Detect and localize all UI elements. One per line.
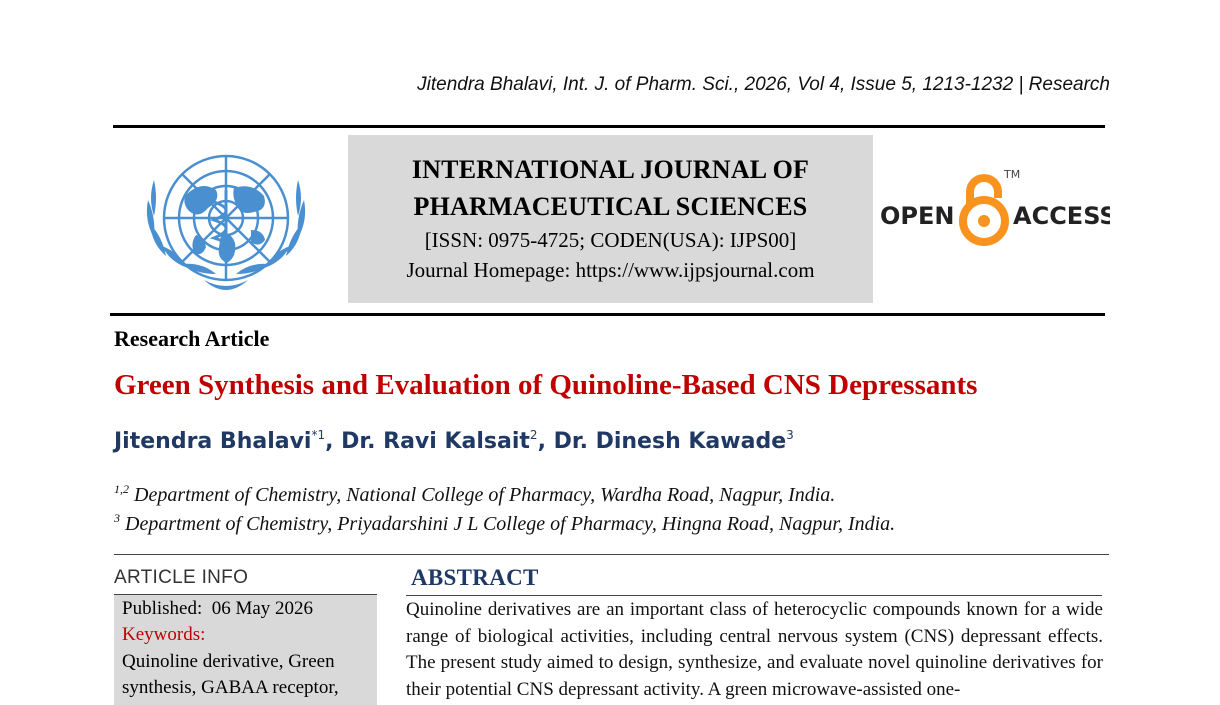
oa-text-access: ACCESS	[1013, 202, 1110, 230]
affiliation	[114, 511, 895, 536]
abstract-heading: ABSTRACT	[411, 565, 539, 590]
open-access-logo	[880, 168, 1110, 250]
author-name: Dr. Ravi Kalsait	[341, 429, 530, 454]
affiliation-sup: 3	[114, 511, 120, 525]
published-line	[122, 598, 313, 620]
keywords-line: synthesis, GABAA receptor,	[122, 677, 339, 698]
open-access-lock-icon	[963, 178, 1005, 242]
abstract-text: Quinoline derivatives are an important class of heterocyclic compounds known for a wide range of biological activities, including central nervous system (CNS) depressant effects. The present study aimed to design, synthesize, and evaluate novel quinoline derivatives for their potential CNS depressant activity. A green microwave-assisted one-	[406, 599, 1103, 700]
header-bottom-rule	[110, 313, 1105, 316]
section-divider	[114, 554, 1109, 555]
author-sup: 2	[529, 428, 538, 442]
affiliation-sup: 1,2	[114, 482, 129, 496]
top-rule	[113, 125, 1105, 128]
running-head: Jitendra Bhalavi, Int. J. of Pharm. Sci., 2026, Vol 4, Issue 5, 1213-1232 | Research	[417, 74, 1110, 95]
journal-name-line1: INTERNATIONAL JOURNAL OF	[411, 155, 810, 184]
article-title: Green Synthesis and Evaluation of Quinoline-Based CNS Depressants	[114, 369, 978, 401]
abstract-rule	[406, 595, 1102, 596]
author-sup: *1	[311, 428, 326, 442]
author-sup: 3	[786, 428, 794, 442]
author-list: Jitendra Bhalavi$^{*1}$, Dr. Ravi Kalsait$^2$, Dr. Dinesh Kawade$^3$	[114, 428, 794, 454]
oa-trademark: TM	[1004, 168, 1021, 181]
article-info-heading: ARTICLE INFO	[114, 567, 249, 588]
published-label: Published:	[122, 598, 203, 619]
article-type: Research Article	[114, 326, 270, 351]
affiliation-text: Department of Chemistry, National College of Pharmacy, Wardha Road, Nagpur, India.	[134, 484, 836, 506]
journal-issn: [ISSN: 0975-4725; CODEN(USA): IJPS00]	[424, 228, 797, 252]
keywords-label: Keywords:	[122, 624, 206, 645]
keywords-line: Quinoline derivative, Green	[122, 651, 335, 672]
un-emblem-icon	[126, 140, 326, 306]
published-date: 06 May 2026	[211, 598, 314, 619]
journal-homepage: Journal Homepage: https://www.ijpsjournal.com	[406, 258, 815, 282]
journal-name-line2: PHARMACEUTICAL SCIENCES	[413, 192, 808, 221]
author-name: Dr. Dinesh Kawade	[553, 429, 787, 454]
journal-header-box	[348, 135, 873, 303]
affiliation-text: Department of Chemistry, Priyadarshini J L College of Pharmacy, Hingna Road, Nagpur, India.	[125, 513, 896, 535]
oa-text-open: OPEN	[880, 202, 955, 230]
affiliation	[114, 482, 835, 507]
author-name: Jitendra Bhalavi	[114, 429, 312, 454]
